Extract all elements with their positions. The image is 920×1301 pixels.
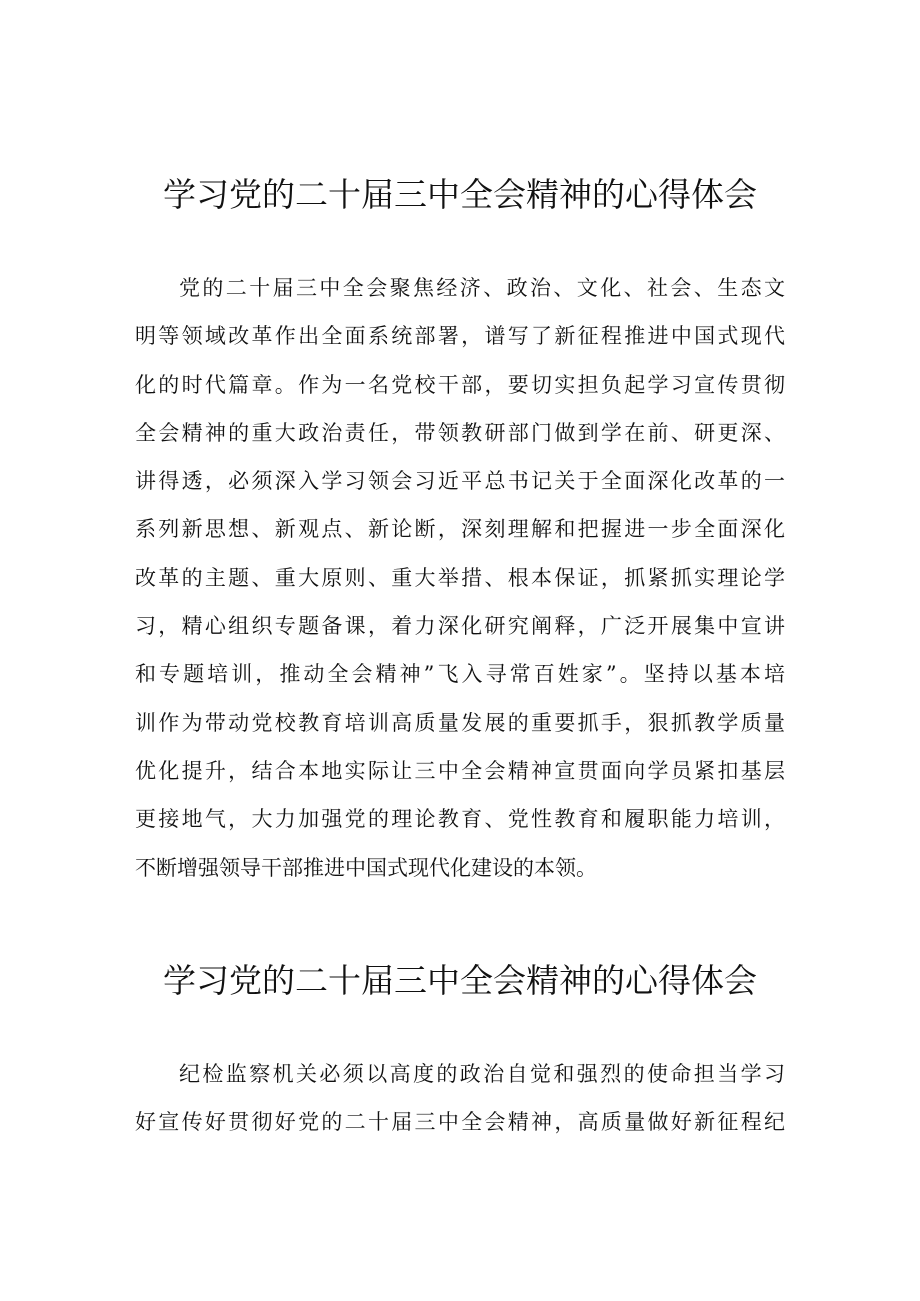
paragraph-line: 和专题培训，推动全会精神”飞入寻常百姓家”。坚持以基本培 xyxy=(135,662,785,687)
paragraph-line: 更接地气，大力加强党的理论教育、党性教育和履职能力培训， xyxy=(135,807,785,832)
section-title: 学习党的二十届三中全会精神的心得体会 xyxy=(163,175,757,214)
paragraph-line: 纪检监察机关必须以高度的政治自觉和强烈的使命担当学习 xyxy=(179,1062,785,1086)
paragraph-line: 讲得透，必须深入学习领会习近平总书记关于全面深化改革的一 xyxy=(135,469,785,494)
paragraph-line: 系列新思想、新观点、新论断，深刻理解和把握进一步全面深化 xyxy=(135,517,785,542)
paragraph-line: 优化提升，结合本地实际让三中全会精神宣贯面向学员紧扣基层 xyxy=(135,758,785,783)
paragraph-line: 习，精心组织专题备课，着力深化研究阐释，广泛开展集中宣讲 xyxy=(135,614,785,639)
section-title: 学习党的二十届三中全会精神的心得体会 xyxy=(163,961,757,1000)
paragraph-line: 化的时代篇章。作为一名党校干部，要切实担负起学习宣传贯彻 xyxy=(135,372,785,397)
paragraph-line: 全会精神的重大政治责任，带领教研部门做到学在前、研更深、 xyxy=(135,420,785,445)
paragraph-line: 训作为带动党校教育培训高质量发展的重要抓手，狠抓教学质量 xyxy=(135,710,785,735)
paragraph-line: 明等领域改革作出全面系统部署，谱写了新征程推进中国式现代 xyxy=(135,324,785,349)
paragraph-line: 党的二十届三中全会聚焦经济、政治、文化、社会、生态文 xyxy=(179,276,785,300)
paragraph-line: 改革的主题、重大原则、重大举措、根本保证，抓紧抓实理论学 xyxy=(135,565,785,590)
paragraph-line: 不断增强领导干部推进中国式现代化建设的本领。 xyxy=(135,855,597,880)
section-paragraph xyxy=(135,264,785,892)
section-paragraph xyxy=(135,1050,785,1147)
paragraph-line: 好宣传好贯彻好党的二十届三中全会精神，高质量做好新征程纪 xyxy=(135,1110,785,1135)
